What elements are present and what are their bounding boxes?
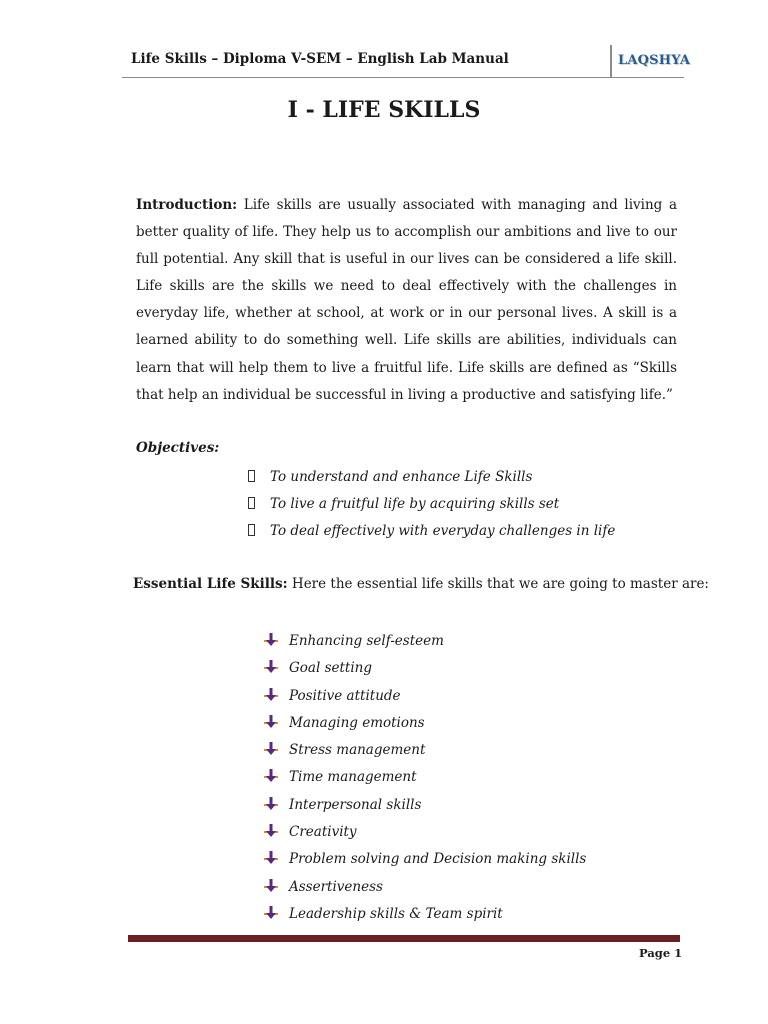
skill-item [264,628,586,655]
objective-text: To live a fruitful life by acquiring skills set [270,496,560,513]
skill-text: Enhancing self-esteem [289,633,444,649]
skills-list [264,628,586,928]
box-bullet-icon [248,497,255,509]
arrow-bullet-icon [264,660,278,674]
header-separator [610,45,612,77]
box-bullet-icon [248,524,255,536]
skill-text: Managing emotions [289,714,425,731]
skill-item [264,764,586,791]
skill-text: Interpersonal skills [289,796,422,813]
skill-item [264,846,586,873]
skill-item [264,874,586,901]
skill-text: Positive attitude [289,687,401,704]
objective-item [248,464,615,491]
arrow-bullet-icon [264,769,278,783]
brand-logo-text: LAQSHYA [618,53,691,68]
essential-skills-intro [133,576,709,592]
introduction-label: Introduction: [136,197,238,213]
skill-item [264,710,586,737]
arrow-bullet-icon [264,879,278,893]
arrow-bullet-icon [264,633,278,647]
skill-text: Time management [289,769,417,786]
skill-text: Stress management [289,742,426,759]
objectives-list [248,464,615,546]
page-title: I - LIFE SKILLS [287,97,481,123]
skill-text: Creativity [289,824,357,841]
skill-text: Assertiveness [289,878,383,895]
essential-label: Essential Life Skills: [133,576,288,592]
arrow-bullet-icon [264,715,278,729]
objectives-heading: Objectives: [136,440,220,456]
skill-text: Problem solving and Decision making skills [289,851,587,868]
objective-item [248,491,615,518]
introduction-paragraph [136,192,677,409]
skill-text: Leadership skills & Team spirit [289,905,503,922]
arrow-bullet-icon [264,797,278,811]
objective-text: To deal effectively with everyday challenges in life [270,523,616,540]
arrow-bullet-icon [264,688,278,702]
objective-text: To understand and enhance Life Skills [270,469,533,485]
skill-item [264,792,586,819]
footer-rule [128,935,680,942]
arrow-bullet-icon [264,906,278,920]
introduction-text: Life skills are usually associated with managing and living a better quality of life. They help us to accomplish our ambitions and live to our full potential. Any skill that is useful in our lives can be considered a life skill. Life skills are the skills we need to deal effectively with the challenges in everyday life, whether at school, at work or in our personal lives. A skill is a learned ability to do something well. Life skills are abilities, individuals can learn that will help them to live a fruitful life. Life skills are defined as “Skills that help an individual be successful in living a productive and satisfying life.” [136,197,677,403]
skill-item [264,655,586,682]
skill-item [264,737,586,764]
arrow-bullet-icon [264,851,278,865]
page-number: Page 1 [639,946,683,960]
arrow-bullet-icon [264,824,278,838]
skill-item [264,901,586,928]
objective-item [248,518,615,545]
skill-text: Goal setting [289,660,372,677]
arrow-bullet-icon [264,742,278,756]
header-rule [122,77,684,78]
box-bullet-icon [248,470,255,482]
skill-item [264,683,586,710]
skill-item [264,819,586,846]
essential-text: Here the essential life skills that we are going to master are: [291,576,709,592]
running-header-title: Life Skills – Diploma V-SEM – English Lab Manual [131,51,509,67]
